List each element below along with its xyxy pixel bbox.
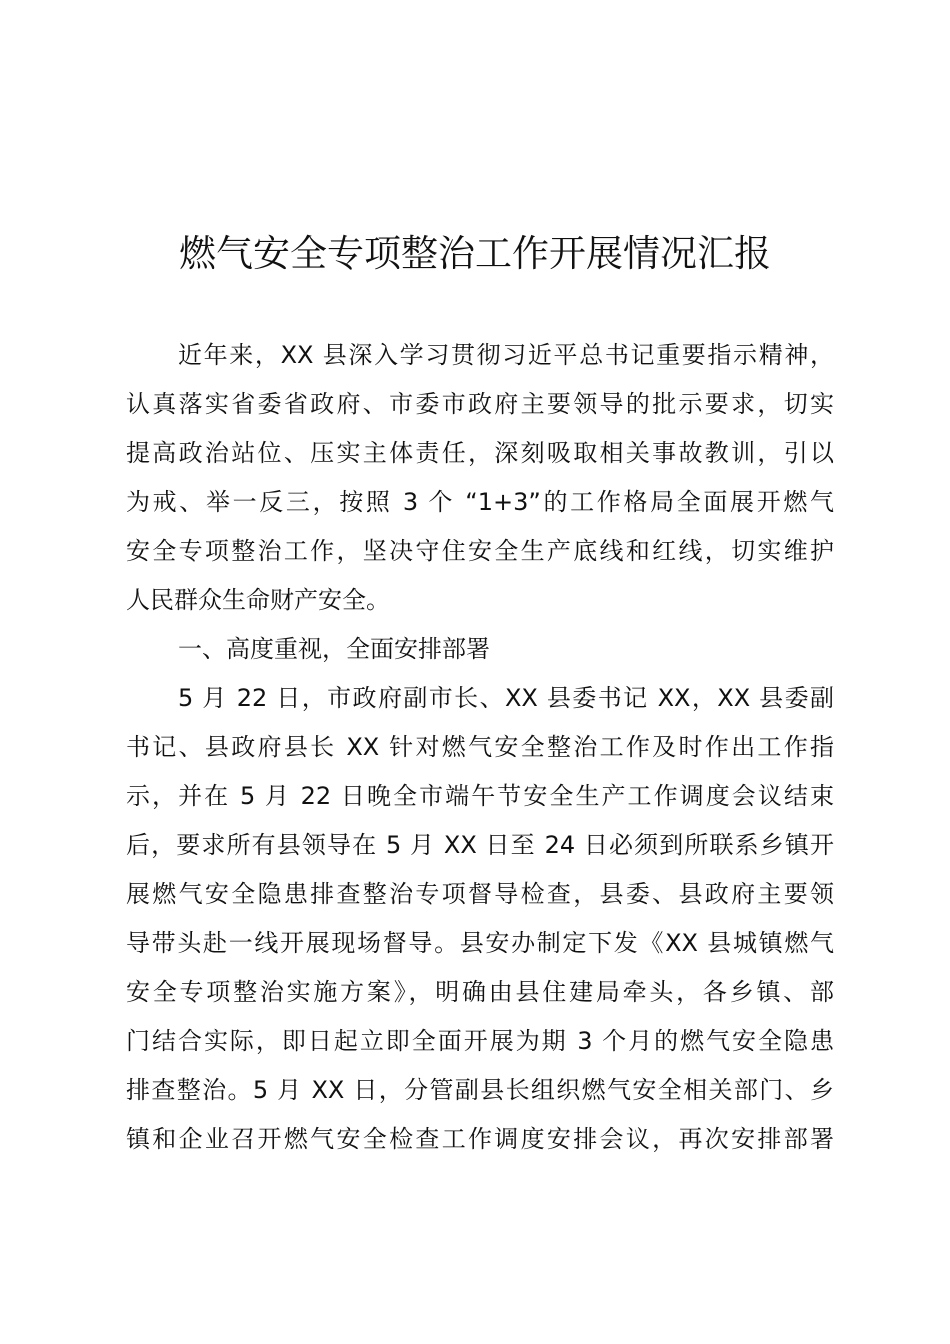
paragraph-2-line-10: 镇和企业召开燃气安全检查工作调度安排会议，再次安排部署	[126, 1125, 834, 1153]
paragraph-1-line-3: 提高政治站位、压实主体责任，深刻吸取相关事故教训，引以	[126, 439, 834, 467]
paragraph-2-line-1: 5 月 22 日，市政府副市长、XX 县委书记 XX，XX 县委副	[178, 684, 834, 712]
paragraph-2-line-4: 后，要求所有县领导在 5 月 XX 日至 24 日必须到所联系乡镇开	[126, 831, 834, 859]
paragraph-1-line-2: 认真落实省委省政府、市委市政府主要领导的批示要求，切实	[126, 390, 834, 418]
paragraph-2-line-2: 书记、县政府县长 XX 针对燃气安全整治工作及时作出工作指	[126, 733, 834, 761]
paragraph-2-line-3: 示，并在 5 月 22 日晚全市端午节安全生产工作调度会议结束	[126, 782, 834, 810]
paragraph-1-line-1: 近年来，XX 县深入学习贯彻习近平总书记重要指示精神，	[178, 341, 834, 369]
paragraph-1-line-5: 安全专项整治工作，坚决守住安全生产底线和红线，切实维护	[126, 537, 834, 565]
paragraph-2-line-8: 门结合实际，即日起立即全面开展为期 3 个月的燃气安全隐患	[126, 1027, 834, 1055]
paragraph-2-line-9: 排查整治。5 月 XX 日，分管副县长组织燃气安全相关部门、乡	[126, 1076, 834, 1104]
section-heading-1: 一、高度重视，全面安排部署	[178, 635, 490, 663]
document-body	[126, 331, 834, 1164]
paragraph-1-line-6: 人民群众生命财产安全。	[126, 586, 390, 614]
document-title: 燃气安全专项整治工作开展情况汇报	[179, 232, 771, 275]
paragraph-2-line-5: 展燃气安全隐患排查整治专项督导检查，县委、县政府主要领	[126, 880, 834, 908]
paragraph-2-line-6: 导带头赴一线开展现场督导。县安办制定下发《XX 县城镇燃气	[126, 929, 834, 957]
paragraph-1-line-4: 为戒、举一反三，按照 3 个 “1+3”的工作格局全面展开燃气	[126, 488, 834, 516]
paragraph-2-line-7: 安全专项整治实施方案》，明确由县住建局牵头，各乡镇、部	[126, 978, 834, 1006]
